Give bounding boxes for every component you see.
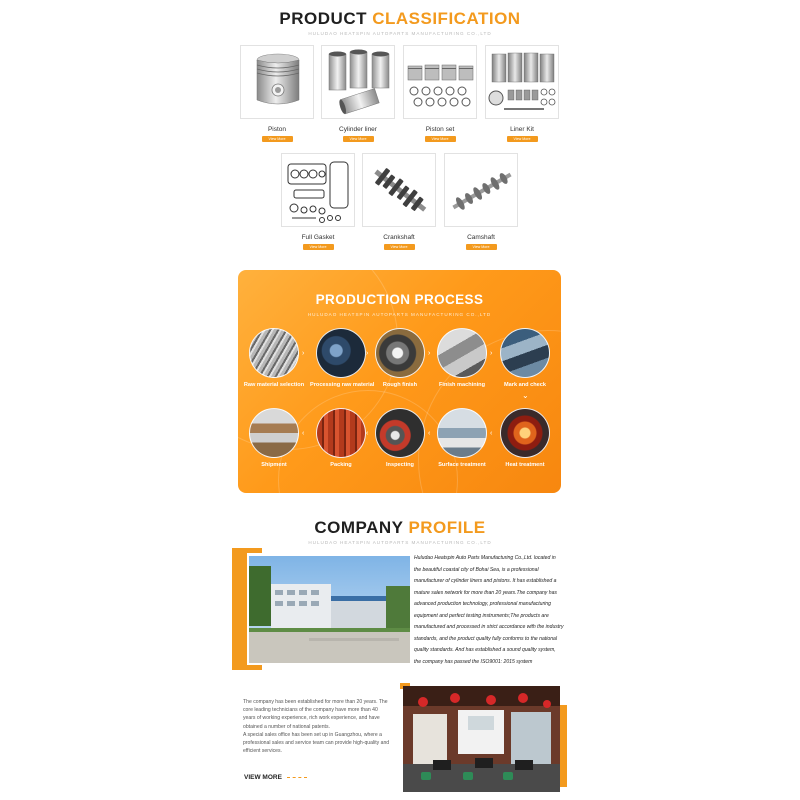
view-more-button[interactable]: View More xyxy=(303,244,334,250)
cylinder-liner-icon xyxy=(321,45,395,119)
steel-bars-photo xyxy=(249,328,299,378)
view-more-link[interactable]: VIEW MORE xyxy=(244,774,282,781)
warehouse-photo xyxy=(249,408,299,458)
measuring-photo xyxy=(375,408,425,458)
process-subtitle: HULUDAO HEATSPIN AUTOPARTS MANUFACTURING CO.,LTD xyxy=(307,312,492,317)
factory-building-photo xyxy=(249,556,410,663)
product-name: Crankshaft xyxy=(383,234,415,241)
chevron-down-icon: ⌄ xyxy=(522,391,529,400)
step-label: Mark and check xyxy=(504,382,546,388)
step-label: Raw material selection xyxy=(243,382,305,388)
product-card-full-gasket[interactable] xyxy=(281,153,355,250)
product-section-subtitle: HULUDAO HEATSPIN AUTOPARTS MANUFACTURING CO.,LTD xyxy=(308,31,492,36)
process-step xyxy=(369,408,431,468)
chevron-left-icon: ‹ xyxy=(428,430,431,437)
product-card-piston[interactable] xyxy=(240,45,314,142)
product-name: Full Gasket xyxy=(301,234,335,241)
step-label: Processing raw material xyxy=(310,382,375,388)
chevron-left-icon: ‹ xyxy=(366,430,369,437)
product-card-cylinder-liner[interactable] xyxy=(321,45,395,142)
view-more-underline xyxy=(287,777,307,779)
profile-section-title xyxy=(0,518,800,538)
chevron-left-icon: ‹ xyxy=(490,430,493,437)
title-dark-part: PRODUCT xyxy=(279,9,367,28)
furnace-photo xyxy=(500,408,550,458)
step-label: Shipment xyxy=(261,462,287,468)
process-step xyxy=(494,408,556,468)
product-card-piston-set[interactable] xyxy=(403,45,477,142)
view-more-button[interactable]: View More xyxy=(466,244,497,250)
chevron-left-icon: ‹ xyxy=(302,430,305,437)
crankshaft-icon xyxy=(362,153,436,227)
product-name: Piston xyxy=(267,126,287,133)
product-card-liner-kit[interactable] xyxy=(485,45,559,142)
step-label: Inspecting xyxy=(386,462,414,468)
accent-bar xyxy=(232,548,247,670)
product-name: Cylinder liner xyxy=(339,126,377,133)
process-step xyxy=(431,408,493,468)
chevron-right-icon: › xyxy=(366,350,369,357)
step-label: Packing xyxy=(330,462,352,468)
process-step xyxy=(369,328,431,388)
step-label: Rough finish xyxy=(382,382,418,388)
process-step xyxy=(310,328,375,388)
company-details-text: The company has been established for more than 20 years. The core leading technicians of the company have more than 40 years of working experience, rich work experience, and have obtained a number of national patents. A special sales office has been set up in Guangzhou, where a professional sales and service team can provide high-quality and efficient services. xyxy=(243,699,390,755)
process-step xyxy=(494,328,556,388)
title-accent-part: PROFILE xyxy=(408,518,486,537)
product-name: Camshaft xyxy=(467,234,495,241)
accent-bar xyxy=(232,548,262,553)
crates-photo xyxy=(316,408,369,458)
chevron-right-icon: › xyxy=(490,350,493,357)
view-more-button[interactable]: View More xyxy=(262,136,293,142)
title-dark-part: COMPANY xyxy=(314,518,404,537)
lathe-photo xyxy=(375,328,425,378)
step-label: Heat treatment xyxy=(505,462,545,468)
process-step xyxy=(431,328,493,388)
cnc-photo xyxy=(437,328,487,378)
treatment-photo xyxy=(437,408,487,458)
machining-photo xyxy=(316,328,369,378)
step-label: Surface treatment xyxy=(438,462,486,468)
process-step xyxy=(243,408,305,468)
view-more-button[interactable]: View More xyxy=(384,244,415,250)
title-accent-part: CLASSIFICATION xyxy=(372,9,521,28)
process-step xyxy=(310,408,372,468)
view-more-button[interactable]: View More xyxy=(425,136,456,142)
chevron-right-icon: › xyxy=(428,350,431,357)
camshaft-icon xyxy=(444,153,518,227)
chevron-right-icon: › xyxy=(302,350,305,357)
product-card-camshaft[interactable] xyxy=(444,153,518,250)
gasket-icon xyxy=(281,153,355,227)
company-intro-text: Huludao Heatspin Auto Parts Manufacturing Co.,Ltd. located in the beautiful coastal city of Bohai Sea, is a professional manufacturer of cylinder liners and pistons. It has established a mature sales network for more than 20 years.The company has advanced production technology, professional manufacturing equipment and perfect testing instruments;The products are manufactured and processed in strict accordance with the industry standards, and the product quality fully conforms to the national quality standards. And has established a sound quality system, the company has passed the ISO9001: 2015 system xyxy=(414,555,564,665)
accent-bar xyxy=(232,665,262,670)
step-label: Finish machining xyxy=(439,382,485,388)
product-name: Piston set xyxy=(425,126,455,133)
view-more-button[interactable]: View More xyxy=(343,136,374,142)
inspection-photo xyxy=(500,328,550,378)
liner-kit-icon xyxy=(485,45,559,119)
process-title: PRODUCTION PROCESS xyxy=(315,292,484,307)
piston-icon xyxy=(240,45,314,119)
process-step xyxy=(243,328,305,388)
product-name: Liner Kit xyxy=(510,126,534,133)
office-interior-photo xyxy=(403,686,560,792)
product-card-crankshaft[interactable] xyxy=(362,153,436,250)
product-section-title xyxy=(0,9,800,29)
profile-section-subtitle: HULUDAO HEATSPIN AUTOPARTS MANUFACTURING CO.,LTD xyxy=(308,540,492,545)
piston-set-icon xyxy=(403,45,477,119)
production-process-panel xyxy=(238,270,561,493)
view-more-button[interactable]: View More xyxy=(507,136,538,142)
